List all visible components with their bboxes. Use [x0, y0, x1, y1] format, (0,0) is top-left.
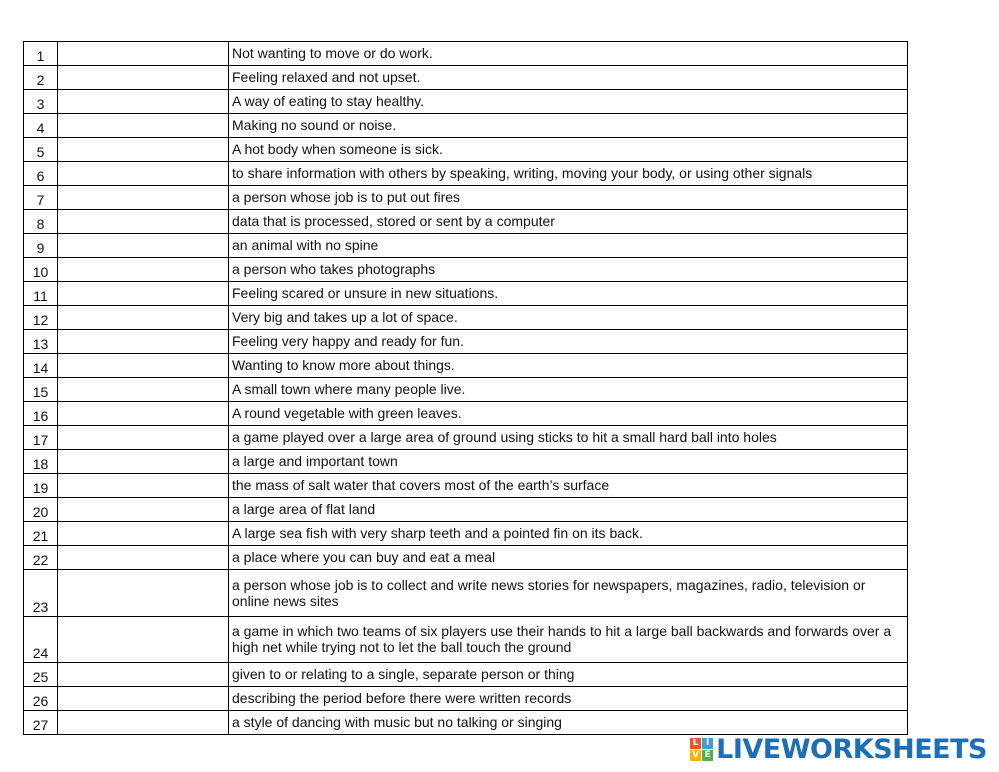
answer-cell: [58, 90, 229, 114]
worksheet-table: [23, 41, 908, 735]
answer-input[interactable]: [58, 667, 228, 683]
answer-cell: [58, 66, 229, 90]
definition-text: a person whose job is to collect and write news stories for newspapers, magazines, radio, television or online news sites: [229, 570, 908, 617]
answer-cell: [58, 570, 229, 617]
table-row: [24, 354, 908, 378]
definition-text: Feeling very happy and ready for fun.: [229, 330, 908, 354]
table-row: [24, 711, 908, 735]
table-row: [24, 66, 908, 90]
row-number: 23: [24, 570, 58, 617]
row-number: 14: [24, 354, 58, 378]
row-number: 26: [24, 687, 58, 711]
answer-cell: [58, 687, 229, 711]
table-row: [24, 234, 908, 258]
row-number: 9: [24, 234, 58, 258]
row-number: 22: [24, 546, 58, 570]
row-number: 20: [24, 498, 58, 522]
definition-text: A round vegetable with green leaves.: [229, 402, 908, 426]
definition-text: Feeling scared or unsure in new situations.: [229, 282, 908, 306]
row-number: 15: [24, 378, 58, 402]
answer-input[interactable]: [58, 691, 228, 707]
answer-cell: [58, 330, 229, 354]
row-number: 17: [24, 426, 58, 450]
row-number: 4: [24, 114, 58, 138]
answer-input[interactable]: [58, 632, 228, 648]
answer-cell: [58, 210, 229, 234]
definition-text: the mass of salt water that covers most of the earth’s surface: [229, 474, 908, 498]
definition-text: a large area of flat land: [229, 498, 908, 522]
definition-text: Making no sound or noise.: [229, 114, 908, 138]
table-row: [24, 282, 908, 306]
table-row: [24, 306, 908, 330]
table-row: [24, 90, 908, 114]
table-row: [24, 210, 908, 234]
answer-input[interactable]: [58, 190, 228, 206]
row-number: 21: [24, 522, 58, 546]
table-row: [24, 330, 908, 354]
answer-input[interactable]: [58, 238, 228, 254]
answer-input[interactable]: [58, 526, 228, 542]
answer-input[interactable]: [58, 382, 228, 398]
answer-input[interactable]: [58, 358, 228, 374]
answer-cell: [58, 522, 229, 546]
definition-text: a person whose job is to put out fires: [229, 186, 908, 210]
row-number: 12: [24, 306, 58, 330]
answer-input[interactable]: [58, 70, 228, 86]
answer-input[interactable]: [58, 310, 228, 326]
answer-cell: [58, 498, 229, 522]
answer-input[interactable]: [58, 334, 228, 350]
table-row: [24, 663, 908, 687]
answer-input[interactable]: [58, 550, 228, 566]
answer-input[interactable]: [58, 478, 228, 494]
answer-cell: [58, 711, 229, 735]
definition-text: Wanting to know more about things.: [229, 354, 908, 378]
answer-cell: [58, 138, 229, 162]
table-row: [24, 258, 908, 282]
definition-text: data that is processed, stored or sent by a computer: [229, 210, 908, 234]
row-number: 19: [24, 474, 58, 498]
table-row: [24, 162, 908, 186]
table-row: [24, 186, 908, 210]
table-row: [24, 402, 908, 426]
table-row: [24, 687, 908, 711]
answer-cell: [58, 426, 229, 450]
definition-text: A hot body when someone is sick.: [229, 138, 908, 162]
row-number: 10: [24, 258, 58, 282]
table-row: [24, 570, 908, 617]
answer-cell: [58, 258, 229, 282]
answer-cell: [58, 234, 229, 258]
table-row: [24, 546, 908, 570]
table-row: [24, 617, 908, 663]
row-number: 24: [24, 617, 58, 663]
definition-text: an animal with no spine: [229, 234, 908, 258]
row-number: 18: [24, 450, 58, 474]
answer-cell: [58, 306, 229, 330]
logo-text: LIVEWORKSHEETS: [716, 733, 987, 765]
answer-input[interactable]: [58, 166, 228, 182]
definition-text: Feeling relaxed and not upset.: [229, 66, 908, 90]
answer-cell: [58, 282, 229, 306]
definition-text: a person who takes photographs: [229, 258, 908, 282]
row-number: 5: [24, 138, 58, 162]
table-row: [24, 138, 908, 162]
answer-input[interactable]: [58, 46, 228, 62]
answer-input[interactable]: [58, 142, 228, 158]
answer-input[interactable]: [58, 286, 228, 302]
answer-input[interactable]: [58, 262, 228, 278]
row-number: 16: [24, 402, 58, 426]
answer-input[interactable]: [58, 118, 228, 134]
table-row: [24, 522, 908, 546]
definition-text: A small town where many people live.: [229, 378, 908, 402]
answer-input[interactable]: [58, 585, 228, 601]
table-row: [24, 378, 908, 402]
definition-text: A way of eating to stay healthy.: [229, 90, 908, 114]
answer-cell: [58, 114, 229, 138]
row-number: 2: [24, 66, 58, 90]
answer-input[interactable]: [58, 502, 228, 518]
answer-cell: [58, 186, 229, 210]
answer-input[interactable]: [58, 715, 228, 731]
definition-text: Not wanting to move or do work.: [229, 42, 908, 66]
liveworksheets-logo: [690, 732, 987, 766]
definition-text: a style of dancing with music but no talking or singing: [229, 711, 908, 735]
row-number: 6: [24, 162, 58, 186]
answer-input[interactable]: [58, 454, 228, 470]
answer-cell: [58, 546, 229, 570]
definition-text: describing the period before there were written records: [229, 687, 908, 711]
answer-input[interactable]: [58, 406, 228, 422]
answer-cell: [58, 162, 229, 186]
definition-text: Very big and takes up a lot of space.: [229, 306, 908, 330]
answer-cell: [58, 42, 229, 66]
row-number: 13: [24, 330, 58, 354]
answer-cell: [58, 402, 229, 426]
definition-text: to share information with others by speaking, writing, moving your body, or using other signals: [229, 162, 908, 186]
answer-input[interactable]: [58, 430, 228, 446]
definition-text: a large and important town: [229, 450, 908, 474]
table-row: [24, 426, 908, 450]
row-number: 27: [24, 711, 58, 735]
row-number: 25: [24, 663, 58, 687]
table-row: [24, 450, 908, 474]
row-number: 1: [24, 42, 58, 66]
answer-cell: [58, 450, 229, 474]
row-number: 3: [24, 90, 58, 114]
definition-text: a place where you can buy and eat a meal: [229, 546, 908, 570]
answer-cell: [58, 378, 229, 402]
logo-mark-icon: L I V E: [690, 738, 713, 761]
answer-cell: [58, 474, 229, 498]
definition-text: A large sea fish with very sharp teeth and a pointed fin on its back.: [229, 522, 908, 546]
definition-text: a game played over a large area of ground using sticks to hit a small hard ball into holes: [229, 426, 908, 450]
row-number: 7: [24, 186, 58, 210]
row-number: 8: [24, 210, 58, 234]
definition-text: a game in which two teams of six players use their hands to hit a large ball backwards and forwards over a high net while trying not to let the ball touch the ground: [229, 617, 908, 663]
table-row: [24, 498, 908, 522]
answer-input[interactable]: [58, 214, 228, 230]
table-row: [24, 42, 908, 66]
answer-cell: [58, 354, 229, 378]
row-number: 11: [24, 282, 58, 306]
table-row: [24, 474, 908, 498]
answer-cell: [58, 663, 229, 687]
answer-cell: [58, 617, 229, 663]
answer-input[interactable]: [58, 94, 228, 110]
definition-text: given to or relating to a single, separate person or thing: [229, 663, 908, 687]
table-row: [24, 114, 908, 138]
